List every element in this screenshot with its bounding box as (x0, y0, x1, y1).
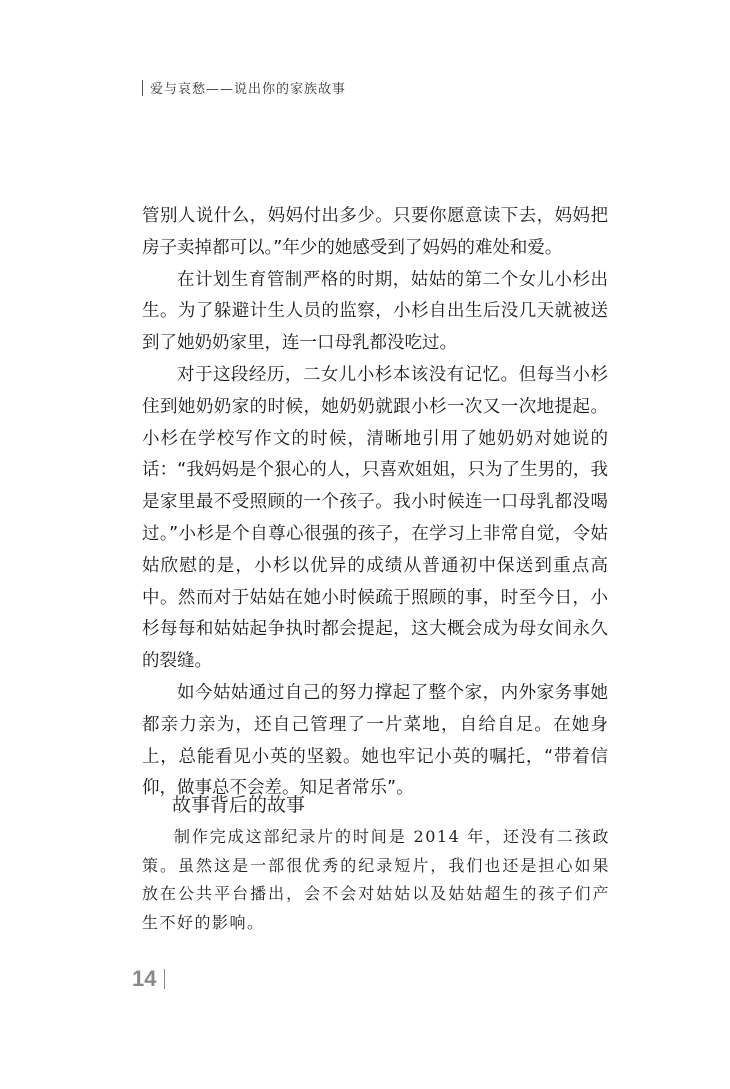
paragraph: 对于这段经历，二女儿小杉本该没有记忆。但每当小杉住到她奶奶家的时候，她奶奶就跟小杉一次又一次地提起。小杉在学校写作文的时候，清晰地引用了她奶奶对她说的话：“我妈妈是个狠心的人，只喜欢姐姐，只为了生男的，我是家里最不受照顾的一个孩子。我小时候连一口母乳都没喝过。”小杉是个自尊心很强的孩子，在学习上非常自觉，令姑姑欣慰的是，小杉以优异的成绩从普通初中保送到重点高中。然而对于姑姑在她小时候疏于照顾的事，时至今日，小杉每每和姑姑起争执时都会提起，这大概会成为母女间永久的裂缝。 (142, 364, 608, 672)
aside-paragraph: 制作完成这部纪录片的时间是 2014 年，还没有二孩政策。虽然这是一部很优秀的纪录短片，我们也还是担心如果放在公共平台播出，会不会对姑姑以及姑姑超生的孩子们产生不好的影响。 (142, 827, 610, 932)
aside-text (142, 823, 610, 937)
page-number: 14 (132, 966, 157, 991)
paragraph: 管别人说什么，妈妈付出多少。只要你愿意读下去，妈妈把房子卖掉都可以。”年少的她感受到了妈妈的难处和爱。 (142, 206, 608, 258)
paragraph: 如今姑姑通过自己的努力撑起了整个家，内外家务事她都亲力亲为，还自己管理了一片菜地，自给自足。在她身上，总能看见小英的坚毅。她也牢记小英的嘱托，“带着信仰，做事总不会差。知足者常乐”。 (142, 682, 608, 799)
page-footer (132, 966, 165, 992)
running-header (142, 78, 346, 97)
paragraph: 在计划生育管制严格的时期，姑姑的第二个女儿小杉出生。为了躲避计生人员的监察，小杉自出生后没几天就被送到了她奶奶家里，连一口母乳都没吃过。 (142, 269, 608, 354)
page-number-divider (164, 969, 165, 989)
section-title: 故事背后的故事 (172, 794, 306, 816)
main-text (142, 201, 608, 805)
book-title: 爱与哀愁——说出你的家族故事 (150, 82, 347, 97)
header-divider (142, 80, 143, 96)
